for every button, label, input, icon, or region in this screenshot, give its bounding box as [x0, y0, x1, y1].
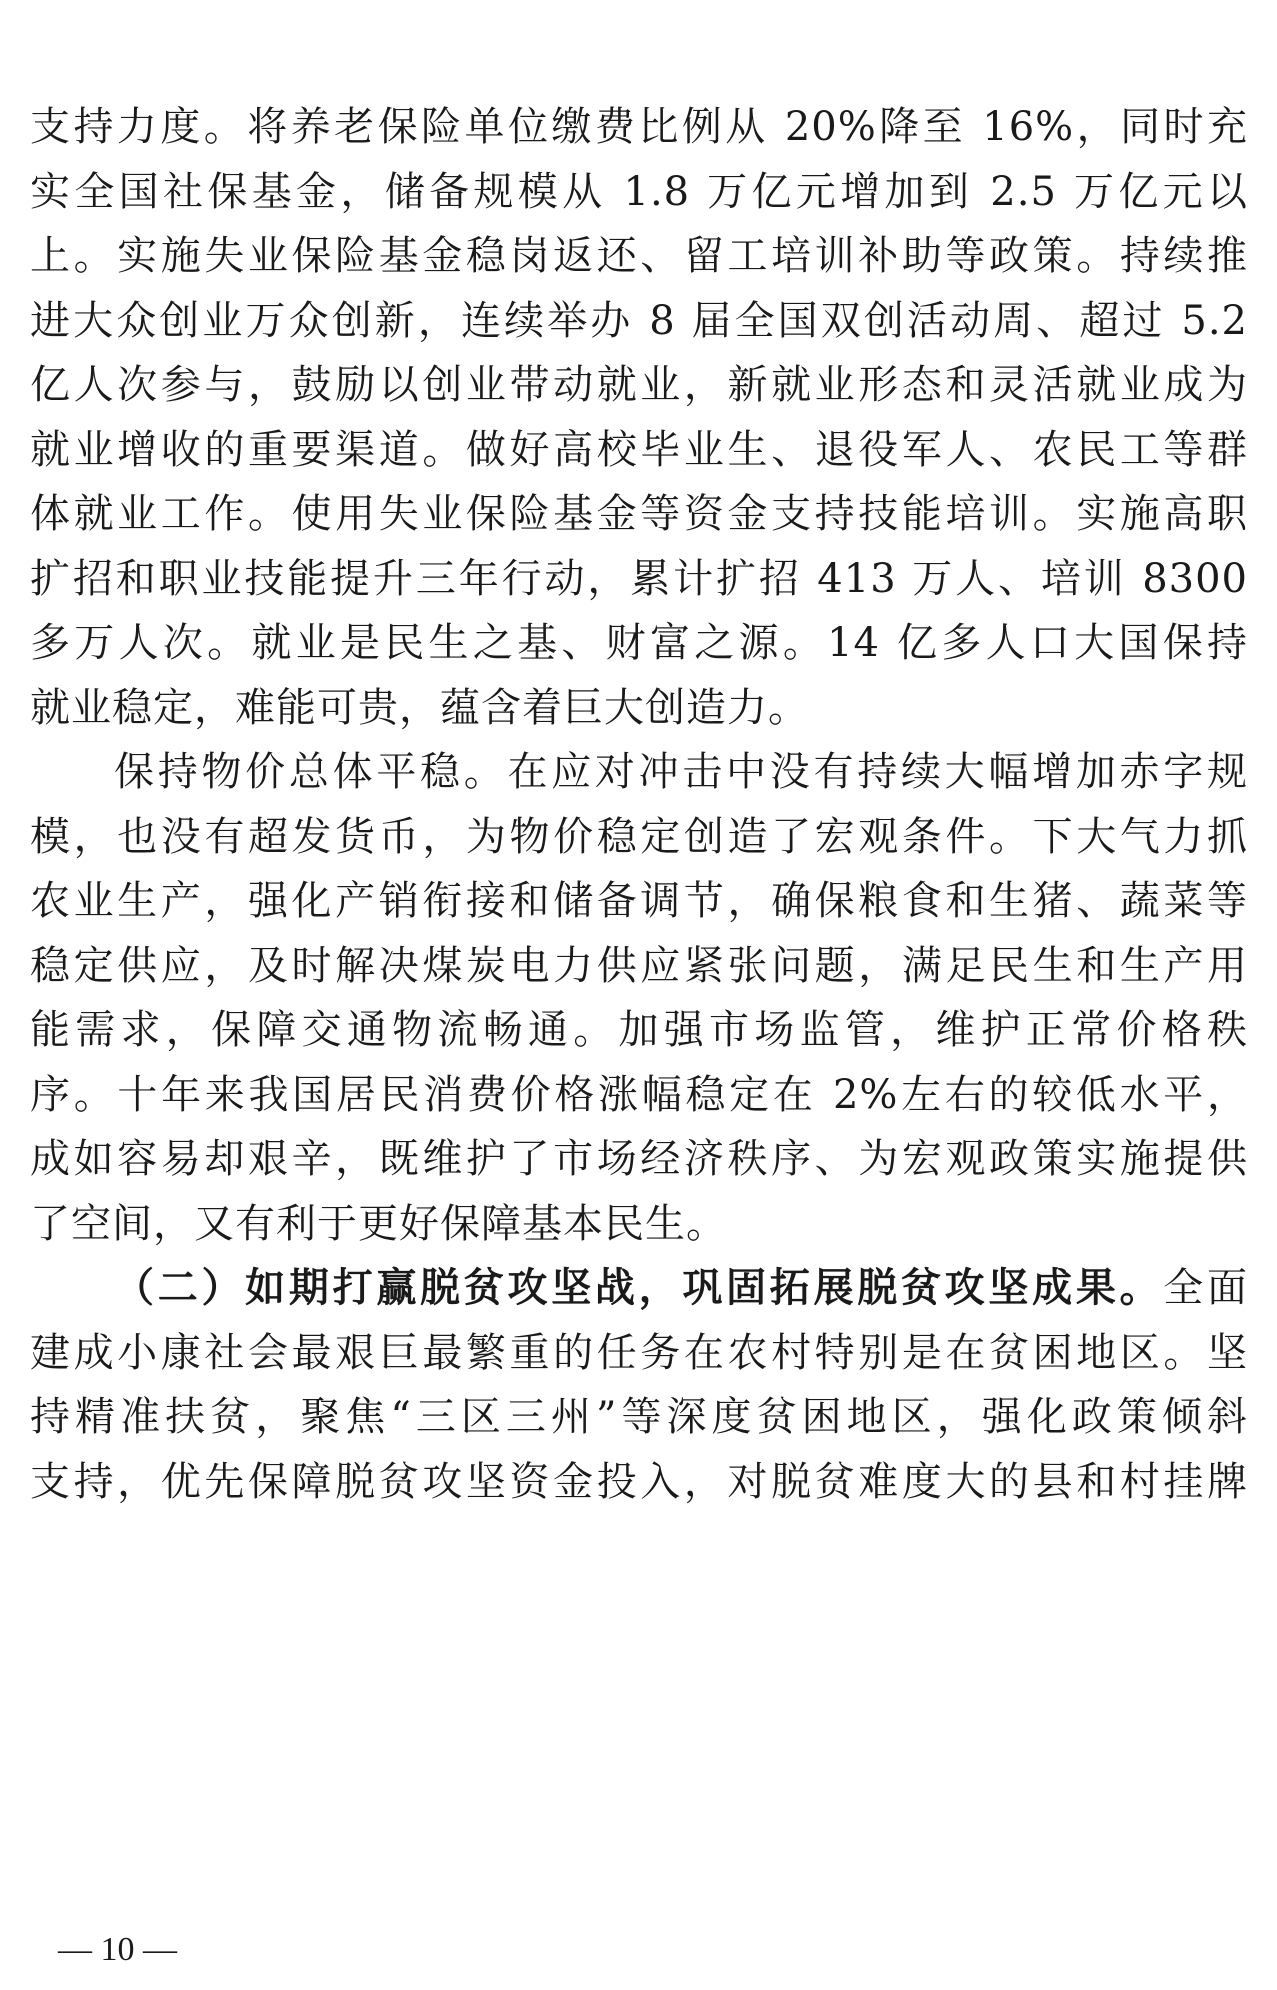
- paragraph-line: 持精准扶贫，聚焦“三区三州”等深度贫困地区，强化政策倾斜: [30, 1394, 1248, 1440]
- paragraph-line: 支持，优先保障脱贫攻坚资金投入，对脱贫难度大的县和村挂牌: [30, 1459, 1248, 1505]
- section-heading-tail: 全面: [1163, 1265, 1249, 1311]
- paragraph-line: 多万人次。就业是民生之基、财富之源。14 亿多人口大国保持: [30, 620, 1248, 666]
- paragraph-line: 上。实施失业保险基金稳岗返还、留工培训补助等政策。持续推: [30, 233, 1248, 279]
- section-heading-line: [114, 1258, 1248, 1318]
- paragraph-line: 扩招和职业技能提升三年行动，累计扩招 413 万人、培训 8300: [30, 556, 1248, 602]
- paragraph-line: 模，也没有超发货币，为物价稳定创造了宏观条件。下大气力抓: [30, 814, 1248, 860]
- paragraph-line: 就业增收的重要渠道。做好高校毕业生、退役军人、农民工等群: [30, 427, 1248, 473]
- page-number: — 10 —: [58, 1931, 177, 1968]
- paragraph-line: 了空间，又有利于更好保障基本民生。: [30, 1201, 727, 1247]
- paragraph-line: 就业稳定，难能可贵，蕴含着巨大创造力。: [30, 685, 809, 731]
- paragraph-line: 能需求，保障交通物流畅通。加强市场监管，维护正常价格秩: [30, 1007, 1248, 1053]
- section-heading: （二）如期打赢脱贫攻坚战，巩固拓展脱贫攻坚成果。: [114, 1265, 1164, 1311]
- paragraph-line: 序。十年来我国居民消费价格涨幅稳定在 2%左右的较低水平，: [30, 1072, 1248, 1118]
- paragraph-line: 体就业工作。使用失业保险基金等资金支持技能培训。实施高职: [30, 491, 1248, 537]
- paragraph-line: 保持物价总体平稳。在应对冲击中没有持续大幅增加赤字规: [114, 749, 1248, 795]
- paragraph-line: 实全国社保基金，储备规模从 1.8 万亿元增加到 2.5 万亿元以: [30, 169, 1248, 215]
- paragraph-line: 支持力度。将养老保险单位缴费比例从 20%降至 16%，同时充: [30, 104, 1248, 150]
- paragraph-line: 成如容易却艰辛，既维护了市场经济秩序、为宏观政策实施提供: [30, 1136, 1248, 1182]
- paragraph-line: 稳定供应，及时解决煤炭电力供应紧张问题，满足民生和生产用: [30, 943, 1248, 989]
- paragraph-line: 农业生产，强化产销衔接和储备调节，确保粮食和生猪、蔬菜等: [30, 878, 1248, 924]
- paragraph-line: 建成小康社会最艰巨最繁重的任务在农村特别是在贫困地区。坚: [30, 1330, 1248, 1376]
- paragraph-line: 亿人次参与，鼓励以创业带动就业，新就业形态和灵活就业成为: [30, 362, 1248, 408]
- paragraph-line: 进大众创业万众创新，连续举办 8 届全国双创活动周、超过 5.2: [30, 298, 1248, 344]
